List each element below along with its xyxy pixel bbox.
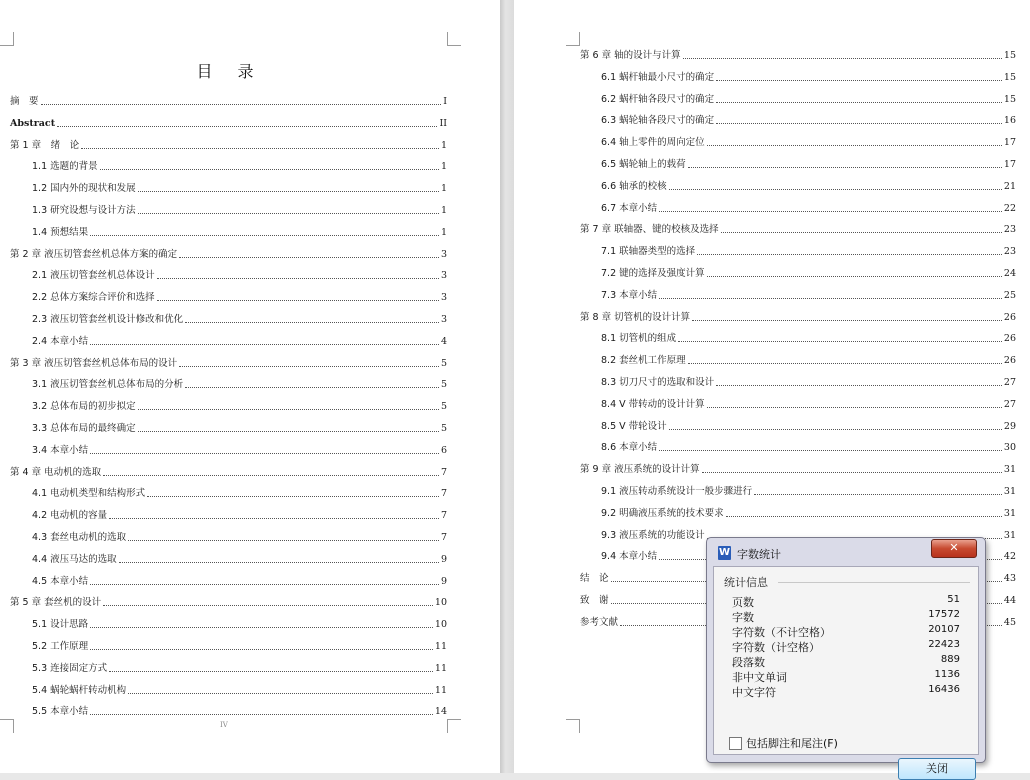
toc-entry-page: 44 (1003, 595, 1016, 606)
stat-row (732, 654, 960, 669)
toc-entry-page: 6 (440, 444, 447, 456)
toc-entry-label: 8.5 V 带轮设计 (601, 420, 667, 432)
toc-entry[interactable] (32, 399, 447, 413)
toc-entry-label: 6.3 蜗轮轴各段尺寸的确定 (601, 115, 715, 127)
toc-entry-label: 第 4 章 电动机的选取 (10, 466, 102, 478)
toc-entry[interactable] (32, 203, 447, 217)
toc-entry-page: 1 (440, 205, 447, 216)
toc-entry-label: 8.6 本章小结 (601, 442, 658, 454)
toc-entry[interactable] (32, 421, 447, 435)
dot-leader (138, 213, 439, 214)
toc-entry-label: 2.1 液压切管套丝机总体设计 (32, 270, 155, 282)
wps-writer-icon: W (718, 547, 731, 558)
stat-label: 非中文单词 (732, 671, 787, 684)
group-divider (778, 582, 970, 583)
toc-entry-label: 6.6 轴承的校核 (601, 180, 667, 192)
toc-entry[interactable] (601, 288, 1016, 302)
dialog-titlebar[interactable] (707, 538, 985, 566)
toc-entry-page: 9 (440, 575, 447, 587)
toc-entry-label: 6.1 蜗杆轴最小尺寸的确定 (601, 71, 715, 83)
toc-entry-label: 1.4 预想结果 (32, 226, 89, 238)
word-count-dialog (706, 537, 986, 775)
toc-entry-page: 42 (1003, 551, 1016, 563)
dot-leader (659, 298, 1002, 299)
stat-value: 20107 (928, 624, 960, 635)
toc-entry[interactable] (10, 138, 447, 152)
dot-leader (726, 516, 1002, 517)
stat-value: 1136 (934, 669, 960, 680)
toc-entry-label: 5.4 蜗轮蜗杆转动机构 (32, 684, 127, 696)
toc-entry-label: 9.2 明确液压系统的技术要求 (601, 507, 724, 519)
toc-entry[interactable] (580, 310, 1016, 324)
dot-leader (697, 254, 1002, 255)
dot-leader (128, 693, 433, 694)
document-page-left (0, 0, 500, 773)
dot-leader (707, 145, 1002, 146)
toc-entry[interactable] (601, 440, 1016, 454)
toc-entry-label: 第 5 章 套丝机的设计 (10, 597, 102, 609)
toc-entry-page: 5 (440, 401, 447, 413)
toc-entry[interactable] (601, 70, 1016, 84)
toc-entry[interactable] (32, 639, 447, 653)
toc-entry-label: 7.2 键的选择及强度计算 (601, 268, 705, 279)
toc-entry-label: 6.2 蜗杆轴各段尺寸的确定 (601, 93, 715, 105)
toc-entry[interactable] (10, 356, 447, 370)
toc-entry-page: 30 (1003, 442, 1016, 454)
toc-entry-page: 5 (440, 423, 447, 434)
toc-entry-label: 8.4 V 带转动的设计计算 (601, 398, 705, 410)
toc-entry-page: 31 (1003, 529, 1016, 541)
crop-mark (566, 719, 580, 733)
dot-leader (90, 453, 439, 454)
toc-entry-label: 第 1 章 绪 论 (10, 139, 80, 151)
stat-row (732, 684, 960, 699)
stat-row (732, 594, 960, 609)
toc-entry-label: 9.3 液压系统的功能设计 (601, 529, 705, 541)
stat-label: 中文字符 (732, 686, 776, 699)
toc-entry-label: 2.2 总体方案综合评价和选择 (32, 292, 155, 304)
crop-mark (447, 719, 461, 733)
dialog-body (713, 566, 979, 775)
toc-entry-label: 8.1 切管机的组成 (601, 333, 677, 345)
toc-entry-label: 9.1 液压转动系统设计一般步骤进行 (601, 486, 753, 497)
toc-entry[interactable] (601, 113, 1016, 127)
toc-entry[interactable] (601, 375, 1016, 389)
toc-entry-label: 1.1 选题的背景 (32, 161, 98, 173)
stat-value: 889 (940, 654, 960, 665)
toc-entry[interactable] (32, 530, 447, 544)
toc-entry-page: 21 (1003, 180, 1016, 192)
toc-entry[interactable] (32, 334, 447, 348)
toc-entry[interactable] (32, 704, 447, 718)
toc-entry[interactable] (601, 135, 1016, 149)
toc-entry[interactable] (580, 222, 1016, 236)
crop-mark (0, 719, 14, 733)
stat-value: 17572 (928, 609, 960, 620)
toc-entry-page: 11 (434, 684, 447, 696)
toc-entry-label: 致 谢 (580, 595, 609, 606)
toc-entry-label: 4.3 套丝电动机的选取 (32, 532, 127, 543)
toc-entry-page: 10 (434, 597, 447, 609)
toc-entry[interactable] (32, 552, 447, 566)
toc-entry-page: 45 (1003, 616, 1016, 628)
toc-entry[interactable] (10, 465, 447, 479)
stat-label: 页数 (732, 596, 754, 609)
stat-value: 16436 (928, 684, 960, 695)
dot-leader (716, 80, 1002, 81)
dot-leader (57, 126, 437, 127)
dot-leader (90, 714, 433, 715)
toc-entry-page: 24 (1003, 268, 1016, 279)
toc-entry-page: 4 (440, 335, 447, 347)
toc-entry-label: 4.2 电动机的容量 (32, 510, 108, 522)
toc-title: 目 录 (196, 62, 264, 81)
toc-entry-label: 6.4 轴上零件的周向定位 (601, 137, 705, 149)
toc-entry-page: 26 (1003, 333, 1016, 345)
toc-entry[interactable] (601, 92, 1016, 106)
toc-entry-page: 43 (1003, 573, 1016, 585)
dot-leader (90, 235, 439, 236)
toc-entry-label: 第 6 章 轴的设计与计算 (580, 50, 681, 61)
toc-entry-page: 7 (440, 466, 447, 478)
include-footnotes-checkbox[interactable] (729, 737, 742, 750)
toc-entry-page: 5 (440, 357, 447, 369)
toc-entry-label: 第 2 章 液压切管套丝机总体方案的确定 (10, 248, 178, 260)
toc-entry-page: 17 (1003, 159, 1016, 170)
toc-entry[interactable] (10, 94, 447, 108)
toc-entry-page: 23 (1003, 224, 1016, 236)
toc-entry-page: 26 (1003, 355, 1016, 367)
toc-entry-label: 4.4 液压马达的选取 (32, 553, 117, 565)
toc-entry-label: 第 7 章 联轴器、键的校核及选择 (580, 224, 719, 236)
toc-entry-label: 7.3 本章小结 (601, 289, 658, 301)
toc-entry[interactable] (601, 179, 1016, 193)
toc-entry-label: 1.3 研究设想与设计方法 (32, 205, 136, 216)
toc-entry-page: 15 (1003, 50, 1016, 61)
toc-entry[interactable] (601, 266, 1016, 280)
stat-row (732, 609, 960, 624)
toc-entry[interactable] (580, 462, 1016, 476)
toc-entry-page: 14 (434, 706, 447, 718)
dot-leader (100, 169, 439, 170)
toc-entry[interactable] (601, 419, 1016, 433)
dot-leader (90, 584, 439, 585)
dot-leader (157, 278, 439, 279)
dot-leader (669, 189, 1002, 190)
dot-leader (128, 540, 439, 541)
toc-entry-page: 3 (440, 248, 447, 260)
toc-entry-page: 23 (1003, 246, 1016, 258)
dot-leader (109, 671, 433, 672)
toc-entry[interactable] (32, 617, 447, 631)
toc-entry[interactable] (32, 508, 447, 522)
stat-row (732, 669, 960, 684)
dot-leader (90, 627, 433, 628)
toc-entry[interactable] (10, 247, 447, 261)
toc-entry[interactable] (601, 397, 1016, 411)
toc-entry-page: 31 (1003, 507, 1016, 519)
stat-label: 字数 (732, 611, 754, 624)
toc-entry[interactable] (601, 506, 1016, 520)
toc-entry-page: 22 (1003, 202, 1016, 214)
stat-value: 51 (947, 594, 960, 605)
toc-entry-page: 27 (1003, 377, 1016, 388)
dot-leader (179, 257, 439, 258)
dot-leader (716, 385, 1002, 386)
toc-entry-page: 15 (1003, 93, 1016, 105)
toc-entry-label: 4.5 本章小结 (32, 575, 89, 587)
toc-entry-label: 5.2 工作原理 (32, 641, 89, 652)
toc-entry[interactable] (32, 159, 447, 173)
stat-label: 字符数（不计空格） (732, 626, 831, 639)
toc-entry-label: 2.4 本章小结 (32, 335, 89, 347)
toc-entry-page: 5 (440, 379, 447, 391)
dot-leader (688, 167, 1002, 168)
close-icon[interactable]: ✕ (931, 539, 977, 558)
dot-leader (81, 148, 439, 149)
toc-entry-page: 11 (434, 662, 447, 674)
toc-entry-page: 25 (1003, 289, 1016, 301)
toc-entry[interactable] (32, 443, 447, 457)
toc-entry[interactable] (601, 157, 1016, 171)
dot-leader (41, 104, 442, 105)
toc-entry-label: 结 论 (580, 573, 609, 585)
dot-leader (702, 472, 1002, 473)
page-footer-number: IV (220, 721, 228, 729)
dot-leader (90, 344, 439, 345)
toc-entry[interactable] (32, 486, 447, 500)
stat-row (732, 639, 960, 654)
page-gap (500, 0, 514, 773)
toc-entry[interactable] (32, 312, 447, 326)
stats-group-label: 统计信息 (724, 574, 771, 590)
toc-entry-label: 3.2 总体布局的初步拟定 (32, 401, 136, 413)
toc-entry[interactable] (32, 661, 447, 675)
toc-entry-page: 1 (440, 161, 447, 173)
toc-entry[interactable] (601, 201, 1016, 215)
dot-leader (138, 191, 439, 192)
toc-entry-label: 5.1 设计思路 (32, 619, 89, 631)
toc-entry[interactable] (32, 574, 447, 588)
toc-entry[interactable] (32, 290, 447, 304)
toc-entry[interactable] (601, 244, 1016, 258)
toc-entry[interactable] (32, 377, 447, 391)
dot-leader (90, 649, 433, 650)
toc-entry[interactable] (601, 331, 1016, 345)
toc-entry-label: 参考文献 (580, 616, 619, 628)
toc-entry-label: 6.5 蜗轮轴上的载荷 (601, 159, 686, 170)
toc-entry-page: 29 (1003, 420, 1016, 432)
toc-entry-label: 5.5 本章小结 (32, 706, 89, 718)
dot-leader (147, 496, 439, 497)
dot-leader (157, 300, 439, 301)
toc-entry-label: 8.3 切刀尺寸的选取和设计 (601, 377, 715, 388)
stat-label: 段落数 (732, 656, 765, 669)
toc-entry-label: 第 9 章 液压系统的设计计算 (580, 464, 700, 476)
dot-leader (688, 363, 1002, 364)
toc-entry-page: 1 (440, 226, 447, 238)
crop-mark (447, 32, 461, 46)
dialog-title: 字数统计 (737, 548, 781, 561)
dot-leader (179, 366, 439, 367)
toc-entry[interactable] (32, 225, 447, 239)
toc-entry[interactable] (32, 268, 447, 282)
dot-leader (138, 431, 439, 432)
toc-entry-label: 9.4 本章小结 (601, 551, 658, 563)
toc-entry-page: 11 (434, 641, 447, 652)
dot-leader (103, 605, 433, 606)
toc-entry-page: 7 (440, 532, 447, 543)
toc-entry-label: 7.1 联轴器类型的选择 (601, 246, 696, 258)
toc-entry-page: 7 (440, 488, 447, 500)
toc-entry-label: 摘 要 (10, 96, 39, 107)
toc-entry-page: 15 (1003, 71, 1016, 83)
dot-leader (659, 211, 1002, 212)
toc-entry-page: 10 (434, 619, 447, 631)
dot-leader (683, 58, 1002, 59)
toc-entry-page: 27 (1003, 398, 1016, 410)
toc-entry-page: 7 (440, 510, 447, 522)
toc-entry-label: 6.7 本章小结 (601, 202, 658, 214)
dot-leader (103, 475, 439, 476)
toc-entry-page: 3 (440, 314, 447, 325)
dot-leader (185, 387, 439, 388)
toc-entry-page: 31 (1003, 464, 1016, 476)
stat-value: 22423 (928, 639, 960, 650)
toc-entry-page: I (443, 96, 447, 107)
dot-leader (669, 429, 1002, 430)
toc-entry-label: 3.3 总体布局的最终确定 (32, 423, 136, 434)
toc-entry-label: 3.1 液压切管套丝机总体布局的分析 (32, 379, 184, 391)
stat-label: 字符数（计空格） (732, 641, 820, 654)
dot-leader (678, 341, 1002, 342)
toc-entry-page: 31 (1003, 486, 1016, 497)
dot-leader (109, 518, 439, 519)
toc-entry[interactable] (32, 683, 447, 697)
toc-entry-label: Abstract (10, 117, 56, 129)
dot-leader (721, 232, 1002, 233)
dot-leader (138, 409, 439, 410)
toc-entry-page: 17 (1003, 137, 1016, 149)
toc-entry[interactable] (580, 48, 1016, 62)
toc-entry[interactable] (10, 595, 447, 609)
toc-entry-page: 16 (1003, 115, 1016, 127)
toc-entry-page: 1 (440, 183, 447, 195)
dot-leader (707, 276, 1002, 277)
dot-leader (754, 494, 1002, 495)
toc-entry-label: 1.2 国内外的现状和发展 (32, 183, 136, 195)
dot-leader (716, 123, 1002, 124)
dot-leader (119, 562, 439, 563)
toc-entry-page: 9 (440, 553, 447, 565)
close-button[interactable]: 关闭 (898, 758, 976, 780)
toc-entry-label: 3.4 本章小结 (32, 444, 89, 456)
toc-entry-label: 第 8 章 切管机的设计计算 (580, 311, 691, 323)
dot-leader (707, 407, 1002, 408)
dot-leader (185, 322, 439, 323)
toc-entry-label: 8.2 套丝机工作原理 (601, 355, 686, 367)
toc-entry-label: 2.3 液压切管套丝机设计修改和优化 (32, 314, 184, 325)
toc-entry-page: 26 (1003, 311, 1016, 323)
dot-leader (692, 320, 1002, 321)
dot-leader (659, 450, 1002, 451)
toc-entry-label: 5.3 连接固定方式 (32, 662, 108, 674)
toc-entry-label: 4.1 电动机类型和结构形式 (32, 488, 146, 500)
stat-row (732, 624, 960, 639)
dot-leader (716, 102, 1002, 103)
crop-mark (566, 32, 580, 46)
toc-entry-page: 3 (440, 270, 447, 282)
toc-entry-page: 3 (440, 292, 447, 304)
toc-entry[interactable] (32, 181, 447, 195)
toc-entry-page: II (439, 117, 447, 129)
include-footnotes-label[interactable]: 包括脚注和尾注(F) (746, 737, 838, 750)
toc-entry-label: 第 3 章 液压切管套丝机总体布局的设计 (10, 357, 178, 369)
crop-mark (0, 32, 14, 46)
toc-entry[interactable] (10, 116, 447, 130)
toc-entry[interactable] (601, 353, 1016, 367)
toc-entry[interactable] (601, 484, 1016, 498)
toc-entry-page: 1 (440, 139, 447, 151)
